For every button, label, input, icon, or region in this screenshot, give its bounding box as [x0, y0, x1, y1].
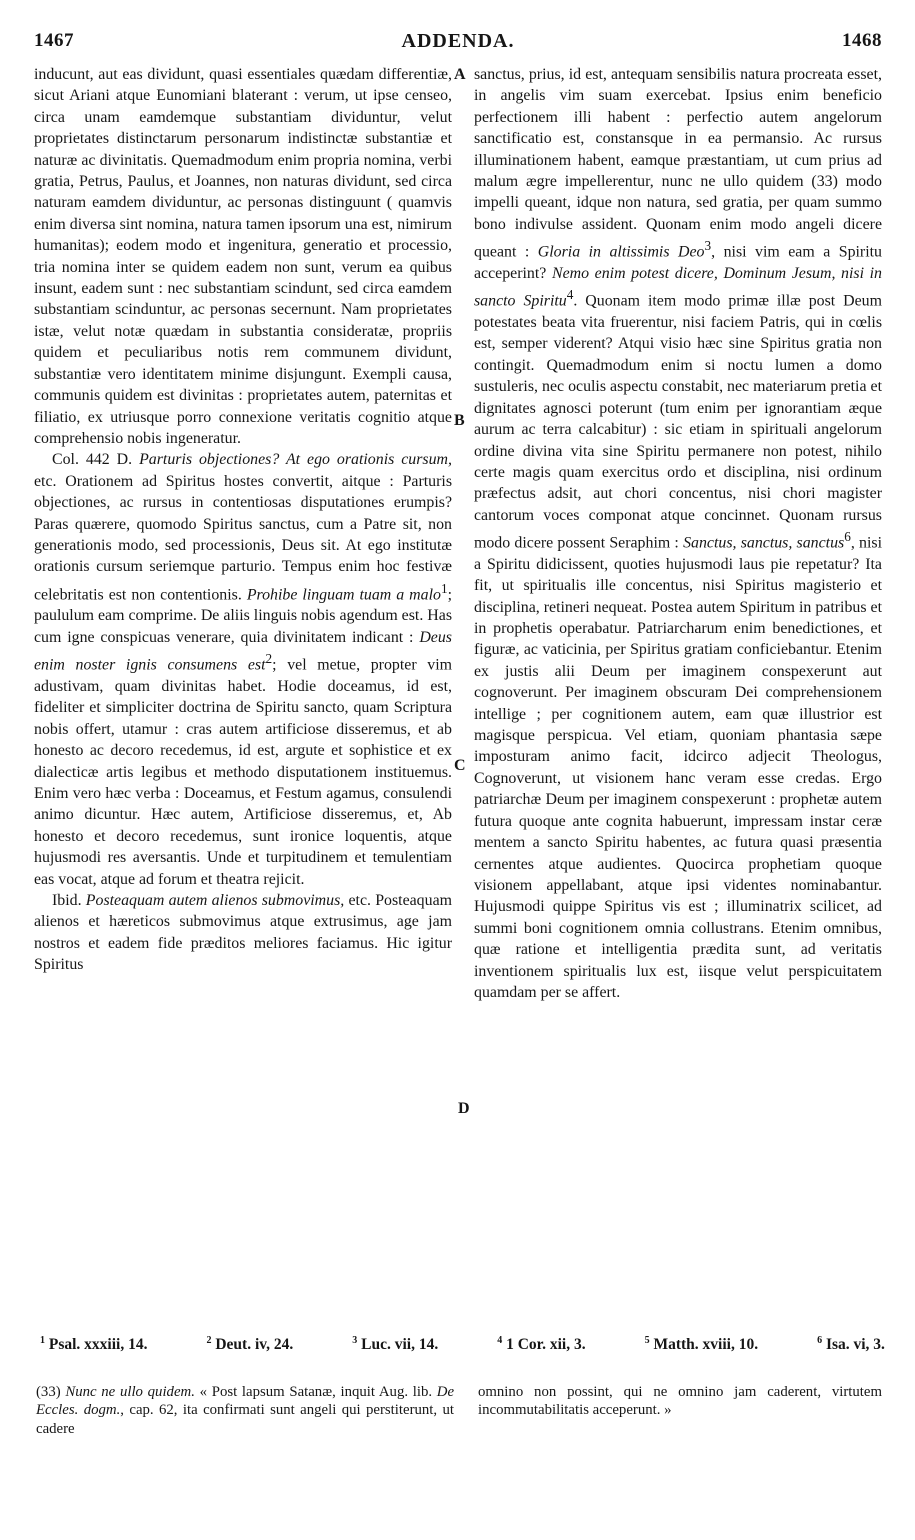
scripture-quote: Prohibe linguam tuam a malo — [246, 586, 441, 604]
column-reference: Ibid. — [52, 892, 82, 910]
scripture-quote: Gloria in altissimis Deo — [537, 243, 705, 261]
footnote: $^3$ Luc. vii, 14. — [352, 1335, 439, 1354]
scripture-quote: Deus enim noster ignis consumens est — [34, 628, 452, 674]
scripture-quote: Sanctus, sanctus, sanctus — [683, 534, 845, 552]
left-paragraph-1: inducunt, aut eas dividunt, quasi essentiales quædam differentiæ, sicut Ariani atque Eunomiani blaterant : verum, ut ipse censeo, circa unam eamdemque substantiam dividuntur, velut proprietates distinctarum personarum indistinctæ substantiæ et naturæ ac divinitatis. Quemadmodum enim propria nomina, verbi gratia, Petrus, Paulus, et Joannes, non naturas dividunt, sed circa naturam eamdem dividuntur, ac personas distinguunt ( quamvis enim diversa sint nomina, natura tamen ipsorum una est, nimirum humanitas); eodem modo et ingenitura, generatio et processio, tria nomina inter se quidem eadem non sunt, verum ea quibus insunt, eadem sunt : nec substantiam scindunt, sed circa eamdem substantiam scinduntur, ac personas secernunt. Nam proprietates istæ, velut notæ quædam in substantia consideratæ, propriis quidem et peculiaribus notis rem communem dividunt, substantiæ vero identitatem minime disjungunt. Exempli causa, communis quidem est divinitas : proprietates autem, paternitas et filiatio, ex utriusque porro connexione veritatis cognitio atque comprehensio nobis ingeneratur. — [34, 66, 452, 447]
margin-marker-d: D — [458, 1100, 470, 1117]
footnote: $^5$ Matth. xviii, 10. — [644, 1335, 759, 1354]
note-lemma: Nunc ne ullo quidem. — [65, 1384, 195, 1400]
margin-marker-a: A — [454, 66, 466, 83]
left-column — [34, 64, 452, 976]
column-reference: Col. 442 D. — [52, 451, 133, 469]
right-column — [474, 64, 882, 1003]
left-paragraph-3: Ibid. Posteaquam autem alienos submovimus, etc. Posteaquam alienos et hæreticos submovimus atque extrusimus, age jam nostros et eadem fide præditos meliores faciamus. Hic igitur Spiritus — [34, 892, 452, 974]
margin-marker-c: C — [454, 757, 466, 774]
right-paragraph-1: sanctus, prius, id est, antequam sensibilis natura procreata esset, in angelis vim suam exercebat. Ipsius enim beneficio perfectionem illi habent : perfectio autem angelorum sanctificatio est, constansque in ea permansio. Ac rursus illuminationem habent, eamque præstantiam, ut cum prius ad malum ægre impellerentur, nunc ne ullo quidem (33) modo impelli queant, idque non natura, sed gratia, per quam summo bono indivulse assident. Quonam enim modo angeli dicere queant : Gloria in altissimis Deo$^3$, nisi vim eam a Spiritu acceperint? Nemo enim potest dicere, Dominum Jesum, nisi in sancto Spiritu$^4$. Quonam item modo primæ illæ post Deum potestates beata vita fruerentur, nisi faciem Patris, qui in cœlis est, semper viderent? Atqui visio hæc sine Spiritus gratia non contingit. Quemadmodum enim si noctu lumen a domo sustuleris, nec oculis aspectu constabit, nec materiarum pretia et dignitates agnosci poterunt (tum enim per ignorantiam æque aurum ac terra calcabitur) : sic etiam in spirituali angelorum ordine divina vita sine Spiritu permanere non potest, nihilo certe magis quam exercitus ordo et disciplina, nisi ordinum præfectus adsit, aut chori concentus, nisi chori magister cantorum voces componat atque concinnet. Quonam rursus modo dicere possent Seraphim : Sanctus, sanctus, sanctus$^6$, nisi a Spiritu didicissent, quoties hujusmodi laus pie repetatur? Ita fit, ut spiritualis ille concentus, nisi Spiritus magisterio et disciplina, retineri nequeat. Postea autem Spiritum in patribus et in prophetis operabatur. Patriarcharum enim benedictiones, et figuræ, ac vaticinia, per Spiritus gratiam conficiebantur. Etenim ex justis alii Deum per imaginem conspexerunt aut cognoverunt. Per imaginem obscuram Dei comprehensionem intellige ; per cognitionem autem, eam quæ illustrior est magisque perspicua. Vel etiam, quoniam phantasia sæpe imposturam animo facit, idcirco adjecit Theologus, Cognoverunt, ut visionem hanc veram esse credas. Ergo patriarchæ Deum per imaginem conspexerunt : prophetæ autem futura quoque ante cognita habuerunt, impressam instar ceræ mentem a sancto Spiritu habentes, ac futura quasi præsentia cernentes atque audientes. Quocirca prophetiam quoque visionem appellabant, atque ipsi videntes nominabantur. Hujusmodi quippe Spiritus vis est ; illuminatrix scilicet, ad summi boni cognitionem omnia collustrans. Etenim omnibus, quæ ratione et intelligentia prædita sunt, ad veritatis inventionem spiritualis lux est, iisque velut perspicuitatem quamdam per se affert. — [474, 66, 883, 1001]
footnote: $^1$ Psal. xxxiii, 14. — [40, 1335, 148, 1354]
editor-note-continued: omnino non possint, qui ne omnino jam caderent, virtutem incommutabilitatis acceperunt. » — [478, 1384, 882, 1419]
footnotes — [40, 1335, 885, 1354]
footnote: $^4$ 1 Cor. xii, 3. — [497, 1335, 586, 1354]
scripture-quote: Nemo enim potest dicere, Dominum Jesum, nisi in sancto Spiritu — [474, 264, 882, 310]
note-source: De Eccles. dogm. — [36, 1384, 455, 1419]
margin-marker-b: B — [454, 412, 465, 429]
footnote: $^2$ Deut. iv, 24. — [206, 1335, 294, 1354]
running-title: ADDENDA. — [401, 30, 515, 52]
running-header — [34, 30, 882, 54]
left-paragraph-2: Col. 442 D. Parturis objectiones? At ego orationis cursum, etc. Orationem ad Spiritus hostes convertit, aitque : Parturis objectiones, ac rursus in contentiosas disputationes erumpis? Paras quærere, quomodo Spiritus sanctus, cum a Patre sit, non generationis modo, sed processionis, Deus sit. At ego institutæ orationis cursum seriemque parturio. Tempus enim hoc festivæ celebritatis est non contentionis. Prohibe linguam tuam a malo$^1$; paululum eam comprime. De aliis linguis nobis agendum est. Has cum igne conspicuas venerare, quia divinitatem indicant : Deus enim noster ignis consumens est$^2$; vel metue, propter vim adustivam, quam divinitas habet. Hodie doceamus, id est, fideliter et simpliciter doctrina de Spiritu sancto, quam Scriptura nobis offert, utamur : cras autem artificiose disseremus, et ab honesto ac decoro recedemus, id est, argute et sophistice et ex dialecticæ artis legibus et methodo disputationem instituemus. Enim vero hæc verba : Doceamus, et Festum agamus, consulendi animo dicuntur. Hæc autem, Artificiose disseremus, et, Ab honesto et decoro recedemus, sunt ironice loquentis, atque hujusmodi res aversantis. Unde et turpitudinem et temulentiam eas vocat, atque ad forum et theatra rejicit. — [34, 451, 453, 888]
note-number: (33) — [36, 1384, 61, 1400]
page-number-right: 1468 — [842, 30, 882, 51]
page-number-left: 1467 — [34, 30, 74, 51]
editor-note: (33) Nunc ne ullo quidem. « Post lapsum Satanæ, inquit Aug. lib. De Eccles. dogm., cap. 62, ita confirmati sunt angeli qui perstiterunt, ut cadere — [36, 1384, 455, 1437]
lemma: Parturis objectiones? At ego orationis cursum, — [139, 451, 452, 469]
footnote: $^6$ Isa. vi, 3. — [817, 1335, 885, 1354]
lemma: Posteaquam autem alienos submovimus, — [85, 892, 345, 910]
